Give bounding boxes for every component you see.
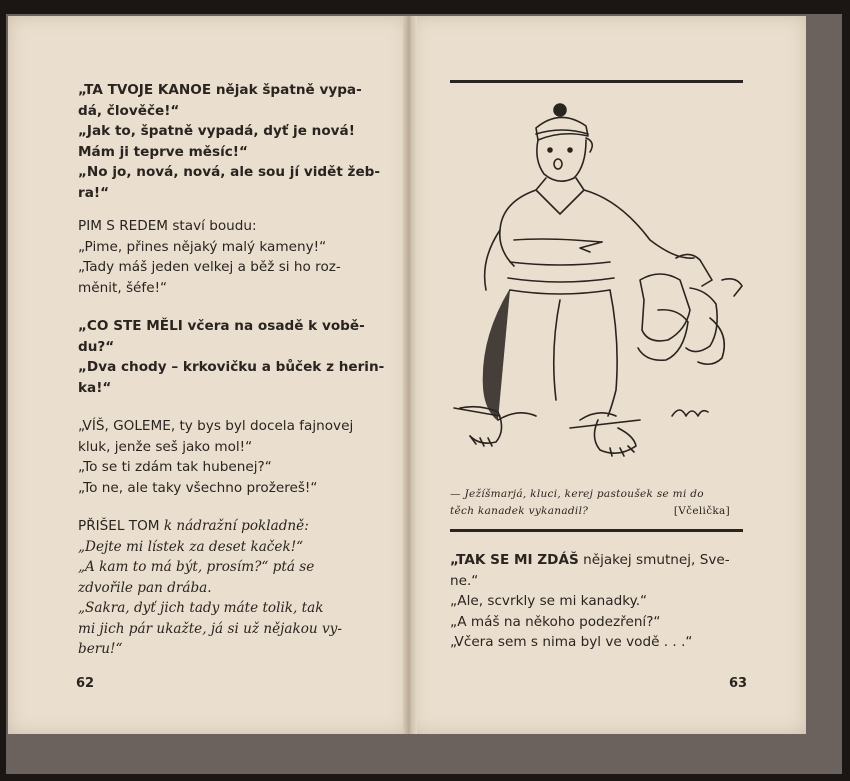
book-gutter xyxy=(403,16,417,734)
joke-sven: „TAK SE MI ZDÁŠ nějakej smutnej, Sve- ne.“ „Ale, scvrkly se mi kanadky.“ „A máš na někoho podezření?“ „Včera sem s nima byl ve vodě . . .“ xyxy=(450,552,730,650)
cartoon-illustration xyxy=(440,90,750,475)
joke-tom-pokladna: PŘIŠEL TOM k nádražní pokladně: „Dejte mi lístek za deset kaček!“ „A kam to má být, prosím?“ ptá se zdvořile pan drába. „Sakra, dyť jich tady máte tolik, tak mi jich pár ukažte, já si už nějakou vy- beru!“ xyxy=(78,518,342,657)
joke-pim-s-redem: PIM S REDEM staví boudu: „Pime, přines nějaký malý kameny!“ „Tady máš jeden velkej a běž si ho roz- měnit, šéfe!“ xyxy=(78,218,341,296)
caption-rule xyxy=(450,529,743,532)
top-rule xyxy=(450,80,743,83)
page-number-left: 62 xyxy=(76,676,95,691)
page-number-right: 63 xyxy=(729,676,748,691)
joke-co-ste-meli: „CO STE MĚLI včera na osadě k vobě- du?“ „Dva chody – krkovičku a bůček z herin- ka!“ xyxy=(78,318,385,396)
illustration-caption: — Ježíšmarjá, kluci, kerej pastoušek se mi do těch kanadek vykanadil? [Včelička] xyxy=(450,488,730,517)
joke-golem: „VÍŠ, GOLEME, ty bys byl docela fajnovej kluk, jenže seš jako mol!“ „To se ti zdám tak hubenej?“ „To ne, ale taky všechno prožereš!“ xyxy=(78,418,354,496)
joke-kanoe: „TA TVOJE KANOE nějak špatně vypa- dá, člověče!“ „Jak to, špatně vypadá, dyť je nová! Mám ji teprve měsíc!“ „No jo, nová, nová, ale sou jí vidět žeb- ra!“ xyxy=(78,82,381,201)
